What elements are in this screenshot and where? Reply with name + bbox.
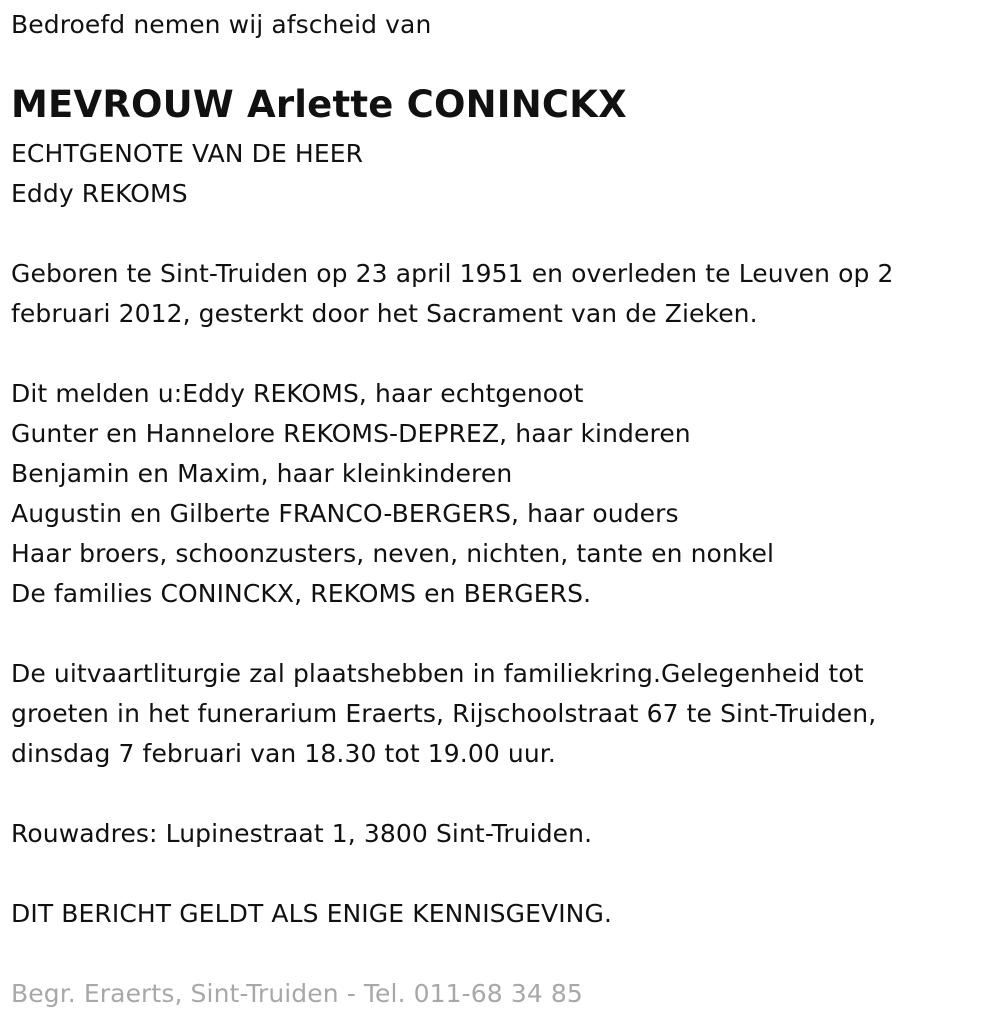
- announcer-line: Dit melden u:Eddy REKOMS, haar echtgenoot: [11, 379, 584, 408]
- announcer-line: Gunter en Hannelore REKOMS-DEPREZ, haar kinderen: [11, 419, 691, 448]
- notice-statement: DIT BERICHT GELDT ALS ENIGE KENNISGEVING.: [11, 899, 612, 928]
- funeral-line-2: groeten in het funerarium Eraerts, Rijschoolstraat 67 te Sint-Truiden,: [11, 699, 877, 728]
- relation-text: ECHTGENOTE VAN DE HEER: [11, 139, 364, 168]
- funeral-line-3: dinsdag 7 februari van 18.30 tot 19.00 uur.: [11, 739, 556, 768]
- deceased-name: MEVROUW Arlette CONINCKX: [11, 83, 627, 126]
- announcer-line: Augustin en Gilberte FRANCO-BERGERS, haar ouders: [11, 499, 679, 528]
- spouse-name: Eddy REKOMS: [11, 179, 188, 208]
- birth-death-line-2: februari 2012, gesterkt door het Sacrament van de Zieken.: [11, 299, 758, 328]
- intro-text: Bedroefd nemen wij afscheid van: [11, 10, 432, 39]
- funeral-line-1: De uitvaartliturgie zal plaatshebben in familiekring.Gelegenheid tot: [11, 659, 864, 688]
- announcer-line: Haar broers, schoonzusters, neven, nichten, tante en nonkel: [11, 539, 775, 568]
- birth-death-line-1: Geboren te Sint-Truiden op 23 april 1951 en overleden te Leuven op 2: [11, 259, 894, 288]
- announcer-line: De families CONINCKX, REKOMS en BERGERS.: [11, 579, 592, 608]
- funeral-director-footer: Begr. Eraerts, Sint-Truiden - Tel. 011-68 34 85: [11, 979, 583, 1008]
- mourning-address: Rouwadres: Lupinestraat 1, 3800 Sint-Truiden.: [11, 819, 593, 848]
- announcer-line: Benjamin en Maxim, haar kleinkinderen: [11, 459, 513, 488]
